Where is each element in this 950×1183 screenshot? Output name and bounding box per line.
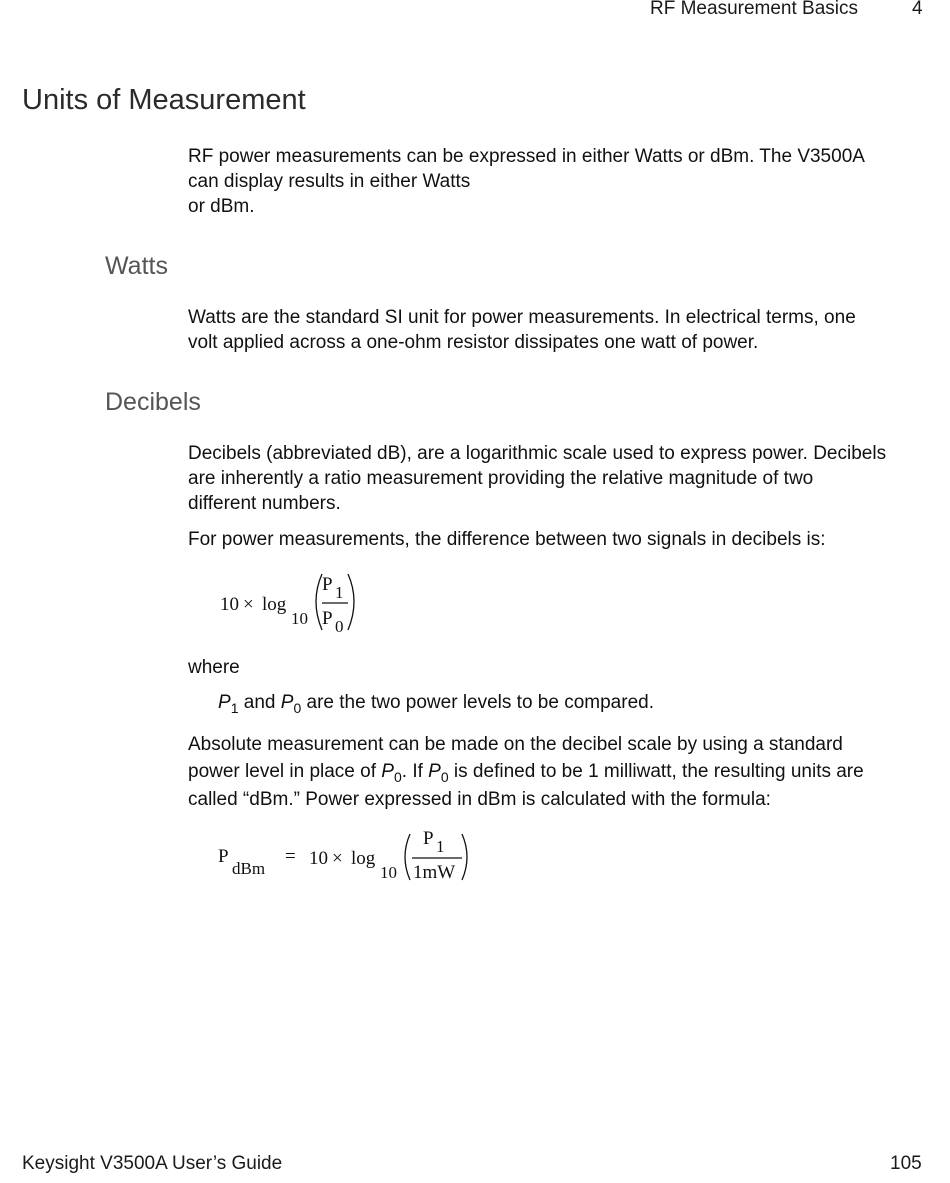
var-p: P: [280, 692, 294, 713]
formula-numerator: P: [322, 574, 333, 595]
formula-numerator-sub: 1: [436, 837, 445, 856]
var-p: P: [381, 761, 394, 782]
decibels-paragraph: [188, 441, 923, 516]
formula-log: log: [351, 848, 376, 869]
text-run: power level in place of: [188, 761, 382, 782]
watts-line: volt applied across a one-ohm resistor dissipates one watt of power.: [188, 332, 759, 353]
formula-times: ×: [332, 848, 343, 869]
power-difference-text: For power measurements, the difference between two signals in decibels is:: [188, 529, 826, 550]
power-difference-paragraph: [188, 527, 923, 552]
var-sub: 1: [230, 700, 239, 716]
formula-coefficient: 10: [309, 848, 328, 869]
formula-log-base: 10: [380, 863, 397, 882]
absolute-measurement-paragraph: [188, 731, 923, 813]
watts-heading: Watts: [105, 252, 168, 280]
where-text: where: [188, 657, 240, 678]
left-paren: [405, 834, 410, 880]
absolute-line: [188, 758, 923, 786]
decibels-line: are inherently a ratio measurement providing the relative magnitude of two: [188, 468, 814, 489]
formula-coefficient: 10: [220, 594, 239, 615]
decibel-ratio-formula: [210, 568, 370, 640]
formula-times: ×: [243, 594, 254, 615]
intro-line: or dBm.: [188, 196, 255, 217]
formula-log: log: [262, 594, 287, 615]
decibels-line: different numbers.: [188, 493, 341, 514]
dbm-formula: [210, 822, 490, 892]
decibels-line: Decibels (abbreviated dB), are a logarithmic scale used to express power. Decibels: [188, 443, 887, 464]
footer-page-number: 105: [890, 1153, 922, 1174]
formula-denominator: P: [322, 608, 333, 629]
formula-log-base: 10: [291, 609, 308, 628]
right-paren: [348, 574, 354, 630]
formula-numerator-sub: 1: [335, 583, 344, 602]
decibels-heading: Decibels: [105, 388, 201, 416]
running-header-chapter-number: 4: [912, 0, 923, 19]
var-sub: 0: [393, 769, 402, 785]
intro-paragraph: [188, 144, 923, 219]
formula-numerator: P: [423, 828, 434, 849]
absolute-line: called “dBm.” Power expressed in dBm is calculated with the formula:: [188, 789, 771, 810]
formula-denominator: 1mW: [413, 862, 456, 883]
intro-line: can display results in either Watts: [188, 171, 471, 192]
where-definition-line: [218, 690, 950, 716]
formula-lhs: P: [218, 846, 229, 867]
formula-equals: =: [285, 846, 296, 867]
where-label: [188, 655, 923, 680]
where-and: and: [238, 692, 281, 713]
text-run: . If: [401, 761, 429, 782]
section-title: Units of Measurement: [22, 84, 306, 116]
var-p: P: [428, 761, 441, 782]
intro-line: RF power measurements can be expressed in either Watts or dBm. The V3500A: [188, 146, 865, 167]
formula-lhs-sub: dBm: [232, 859, 266, 878]
where-definition: [218, 690, 950, 716]
watts-line: Watts are the standard SI unit for power measurements. In electrical terms, one: [188, 307, 856, 328]
text-run: is defined to be 1 milliwatt, the resulting units are: [448, 761, 864, 782]
var-p: P: [218, 692, 231, 713]
watts-paragraph: [188, 305, 923, 355]
var-sub: 0: [440, 769, 449, 785]
var-sub: 0: [293, 700, 302, 716]
formula-denominator-sub: 0: [335, 617, 344, 636]
absolute-line: Absolute measurement can be made on the decibel scale by using a standard: [188, 734, 843, 755]
right-paren: [462, 834, 467, 880]
footer-guide-title: Keysight V3500A User’s Guide: [22, 1153, 283, 1174]
running-header-chapter-title: RF Measurement Basics: [650, 0, 859, 19]
where-rest: are the two power levels to be compared.: [301, 692, 654, 713]
